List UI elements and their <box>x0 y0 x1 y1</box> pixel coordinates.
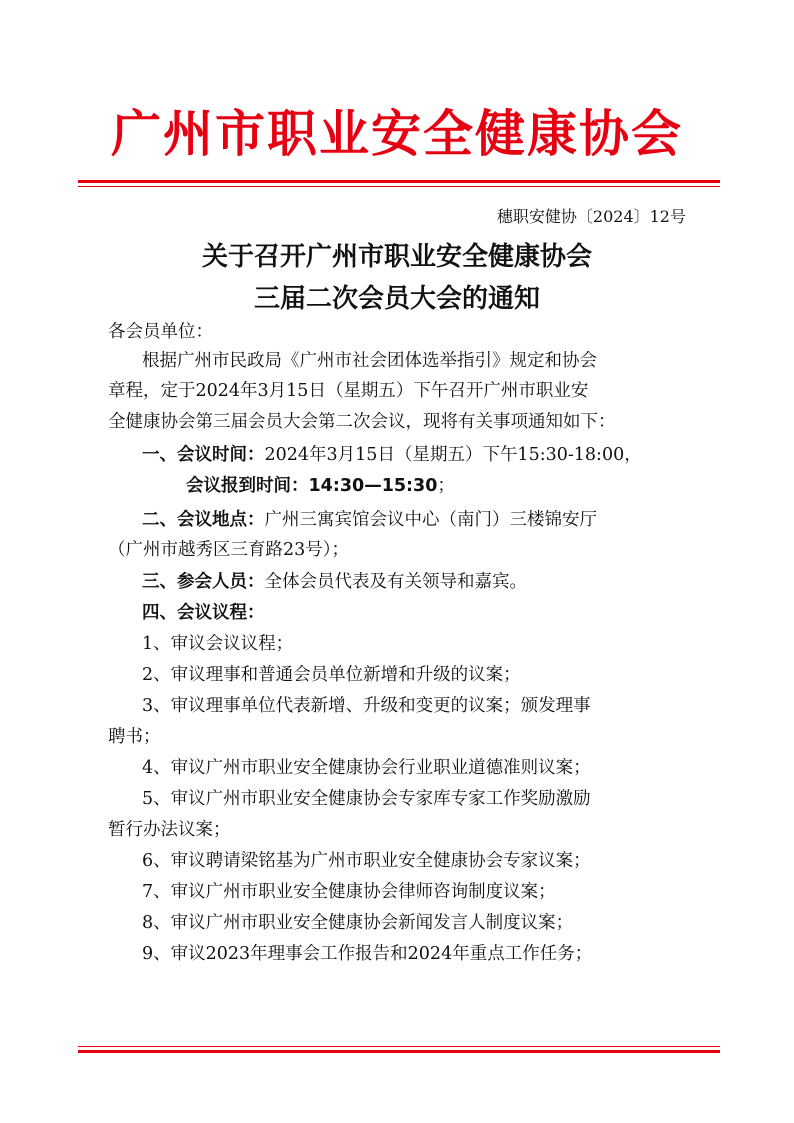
item-agenda-heading: 四、会议议程： <box>142 603 265 623</box>
agenda-item-cont: 暂行办法议案； <box>108 820 231 840</box>
agenda-item: 3、审议理事单位代表新增、升级和变更的议案；颁发理事 <box>142 696 591 716</box>
organization-title: 广州市职业安全健康协会 <box>111 104 683 163</box>
header-rule-thin <box>78 186 720 187</box>
agenda-item-cont: 聘书； <box>108 727 161 747</box>
document-title-line-1: 关于召开广州市职业安全健康协会 <box>201 242 592 272</box>
agenda-item: 4、审议广州市职业安全健康协会行业职业道德准则议案； <box>142 758 591 778</box>
item-meeting-time-label: 一、会议时间： <box>142 445 265 465</box>
item-meeting-time-text: 2024年3月15日（星期五）下午15:30-18:00， <box>264 445 642 465</box>
item-meeting-place-label: 二、会议地点： <box>142 510 265 530</box>
agenda-item: 8、审议广州市职业安全健康协会新闻发言人制度议案； <box>142 913 574 933</box>
item-meeting-place <box>142 506 722 534</box>
item-meeting-place-cont: （广州市越秀区三育路23号）； <box>108 540 350 560</box>
footer-rule-thick <box>78 1050 720 1053</box>
agenda-item: 5、审议广州市职业安全健康协会专家库专家工作奖励激励 <box>142 789 591 809</box>
intro-line-1: 根据广州市民政局《广州市社会团体选举指引》规定和协会 <box>142 351 597 371</box>
document-title-line-2: 三届二次会员大会的通知 <box>253 284 540 314</box>
item-attendees-text: 全体会员代表及有关领导和嘉宾。 <box>264 572 527 592</box>
intro-line-2: 章程，定于2024年3月15日（星期五）下午召开广州市职业安 <box>108 381 589 401</box>
item-checkin-time <box>186 472 766 500</box>
item-meeting-time <box>142 441 722 469</box>
document-number: 穗职安健协〔2024〕12号 <box>496 207 686 226</box>
agenda-item: 9、审议2023年理事会工作报告和2024年重点工作任务； <box>142 944 593 964</box>
agenda-item: 1、审议会议议程； <box>142 634 294 654</box>
intro-line-3: 全健康协会第三届会员大会第二次会议，现将有关事项通知如下： <box>108 412 616 432</box>
item-checkin-time-text: ； <box>437 476 455 496</box>
agenda-item: 6、审议聘请梁铭基为广州市职业安全健康协会专家议案； <box>142 851 591 871</box>
item-attendees-label: 三、参会人员： <box>142 572 265 592</box>
agenda-item: 2、审议理事和普通会员单位新增和升级的议案； <box>142 665 521 685</box>
item-checkin-time-label: 会议报到时间：14:30—15:30 <box>186 476 438 496</box>
salutation: 各会员单位： <box>108 322 213 342</box>
item-attendees <box>142 568 722 596</box>
footer-rule-thin <box>78 1046 720 1047</box>
item-meeting-place-text: 广州三寓宾馆会议中心（南门）三楼锦安厅 <box>264 510 597 530</box>
agenda-item: 7、审议广州市职业安全健康协会律师咨询制度议案； <box>142 882 556 902</box>
header-rule-thick <box>78 180 720 183</box>
